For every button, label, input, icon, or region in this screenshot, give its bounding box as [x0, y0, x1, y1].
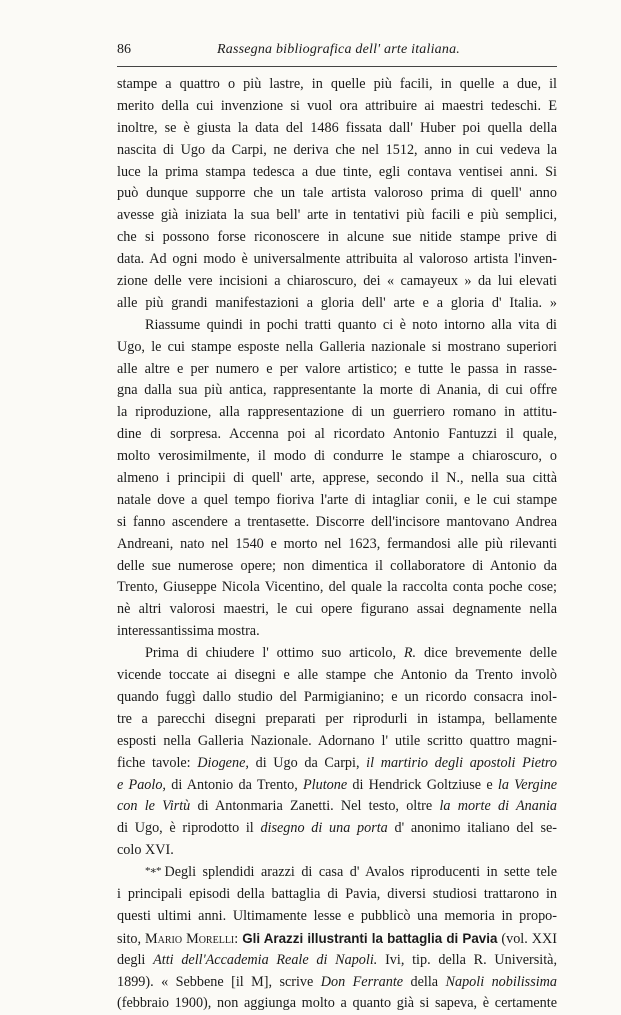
artwork-title: il martirio degli apostoli Pietro — [366, 754, 557, 771]
journal-title: Napoli nobilissima — [445, 973, 557, 990]
text-run: Prima di chiudere l' ottimo suo articolo, — [145, 645, 396, 662]
page-number: 86 — [117, 42, 131, 57]
text-line: i principali episodi della battaglia di Pavia, diversi studiosi trattarono in — [117, 885, 557, 902]
text-line: natale dove a quel tempo fioriva l'arte di intagliar conii, e le cui stampe — [117, 491, 557, 508]
artwork-title: e Paolo, — [117, 776, 166, 793]
text-line: Ugo, le cui stampe esposte nella Galleria nazionale si mostrano superiori — [117, 338, 557, 355]
text-line: vicende toccate ai disegni e alle stampe che Antonio da Trento involò — [117, 667, 557, 684]
text-run: della — [410, 973, 439, 990]
text-line: può dunque supporre che un tale artista valoroso prima di quell' anno — [117, 185, 557, 202]
artwork-title: Plutone — [303, 776, 348, 793]
text-line: Riassume quindi in pochi tratti quanto ci è noto intorno alla vita di — [145, 316, 557, 333]
page-header — [117, 42, 557, 64]
text-run: di Ugo da Carpi, — [255, 754, 360, 771]
text-line: delle sue numerose opere; non dimentica il collaboratore di Antonio da — [117, 557, 557, 574]
text-line: merito della cui invenzione si vuol ora attribuire ai maestri tedeschi. E — [117, 97, 557, 114]
artwork-title: Diogene, — [197, 754, 249, 771]
text-line — [117, 862, 557, 884]
text-run: di Antonmaria Zanetti. Nel testo, oltre — [197, 798, 433, 815]
text-run: di Hendrick Goltziuse e — [352, 776, 493, 793]
text-line: nascita di Ugo da Carpi, ne deriva che nel 1512, anno in cui vedeva la — [117, 141, 557, 158]
body-text — [117, 74, 557, 1015]
artwork-title: con le Virtù — [117, 798, 191, 815]
text-line: avesse già iniziata la sua bell' arte in tentativi più facili e più semplici, — [117, 207, 557, 224]
text-run: fiche tavole: — [117, 754, 191, 771]
text-line: Andreani, nato nel 1540 e morto nel 1623, fermandosi alle più rilevanti — [117, 535, 557, 552]
paragraph-2 — [117, 315, 557, 643]
text-line: nè altri valorosi maestri, le cui opere figurano assai degnamente nella — [117, 601, 557, 618]
text-line — [117, 972, 557, 994]
text-line: colo XVI. — [117, 842, 174, 859]
author-initial: R. — [403, 645, 417, 662]
text-line: si fanno ascendere a trentasette. Discorre dell'incisore mantovano Andrea — [117, 513, 557, 530]
text-line: gna dalla sua più antica, rappresentante la morte di Anania, di cui offre — [117, 382, 557, 399]
artwork-title: la morte di Anania — [439, 798, 557, 815]
text-line: che si possono forse riconoscere in alcune sue nitide stampe prive di — [117, 229, 557, 246]
text-run: Ivi, tip. della R. Università, — [385, 951, 557, 968]
text-run: di Antonio da Trento, — [171, 776, 298, 793]
text-line: molto verosimilmente, il modo di condurre le stampe a chiaroscuro, o — [117, 448, 557, 465]
text-line — [117, 950, 557, 972]
text-line: dine di sorpresa. Accenna poi al ricordato Antonio Fantuzzi il quale, — [117, 426, 557, 443]
text-line — [117, 796, 557, 818]
text-line: questi ultimi anni. Ultimamente lesse e pubblicò una memoria in propo- — [117, 907, 557, 924]
text-line: esposti nella Galleria Nazionale. Adornano l' utile scritto quattro magni- — [117, 732, 557, 749]
paragraph-3 — [117, 643, 557, 862]
text-run: dice brevemente delle — [423, 645, 557, 662]
publication-title: Gli Arazzi illustranti la battaglia di Pavia — [242, 930, 498, 946]
journal-title: Atti dell'Accademia Reale di Napoli. — [153, 951, 378, 968]
artwork-title: la Vergine — [497, 776, 557, 793]
paragraph-4 — [117, 862, 557, 1015]
text-line: Trento, Giuseppe Nicola Vicentino, del quale la raccolta conta poche cose; — [117, 579, 557, 596]
paragraph-1 — [117, 74, 557, 315]
text-run: sito, — [117, 930, 142, 947]
header-rule — [117, 66, 557, 67]
text-run: 1899). « Sebbene [il M], scrive — [117, 973, 314, 990]
text-line — [117, 643, 557, 665]
text-line: luce la prima stampa tedesca a due tinte, egli contava ventisei anni. Si — [117, 163, 557, 180]
text-line: la riproduzione, alla rappresentazione di un guerriero romano in attitu- — [117, 404, 557, 421]
text-line — [117, 928, 557, 950]
running-title: Rassegna bibliografica dell' arte italiana. — [217, 42, 460, 57]
text-run: Degli splendidi arazzi di casa d' Avalos riproducenti in sette tele — [164, 864, 557, 881]
text-line: interessantissima mostra. — [117, 623, 260, 640]
text-line — [117, 818, 557, 840]
asterism-mark: *∗* — [145, 865, 161, 878]
text-run: degli — [117, 951, 146, 968]
text-run: d' anonimo italiano del se- — [394, 820, 557, 837]
text-line: (febbraio 1900), non aggiunga molto a quanto già si sapeva, è certamente — [117, 995, 557, 1012]
text-line — [117, 753, 557, 775]
text-line: alle altre e per numero e per valore artistico; e tutte le passa in rasse- — [117, 360, 557, 377]
text-line: stampe a quattro o più lastre, in quelle più facili, in quelle a due, il — [117, 76, 557, 92]
author-name: Mario Morelli: — [145, 930, 239, 947]
text-line: alle più grandi manifestazioni a gloria dell' arte e a gloria d' Italia. » — [117, 294, 557, 311]
text-line: tre a parecchi disegni preparati per riprodurli in istampa, bellamente — [117, 710, 557, 727]
text-line: inoltre, se è giusta la data del 1486 fissata dall' Huber poi quella della — [117, 119, 557, 136]
text-line: almeno i principii di quell' arte, apprese, secondo il N., nella sua città — [117, 470, 557, 487]
text-run: di Ugo, è riprodotto il — [117, 820, 254, 837]
text-line: zione delle vere incisioni a chiaroscuro, dei « camayeux » da lui elevati — [117, 273, 557, 290]
artwork-title: disegno di una porta — [260, 820, 388, 837]
text-line: quando fuggì dallo studio del Parmigianino; e un ricordo consacra inol- — [117, 688, 557, 705]
text-run: (vol. XXI — [501, 930, 557, 947]
journal-title: Don Ferrante — [320, 973, 404, 990]
text-line — [117, 775, 557, 797]
text-line: data. Ad ogni modo è universalmente attribuita al valoroso artista l'inven- — [117, 251, 557, 268]
